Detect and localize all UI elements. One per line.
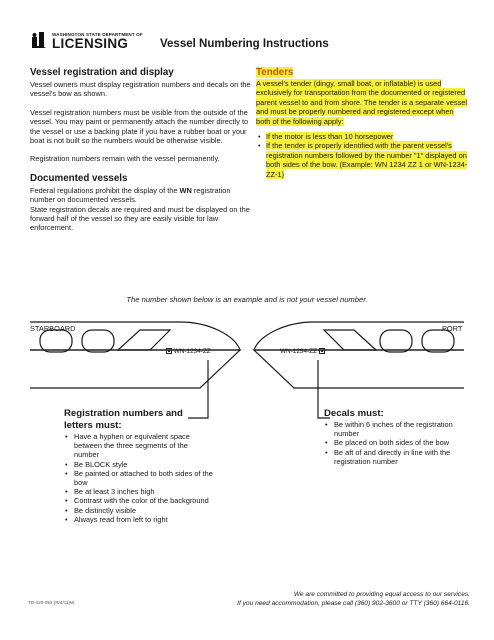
starboard-reg-number: WN-1234-ZZ bbox=[173, 348, 211, 355]
registration-paragraph-1: Vessel owners must display registration numbers and decals on the vessel's bow as shown. bbox=[30, 80, 251, 99]
list-item: • Be painted or attached to both sides of the bow bbox=[64, 469, 214, 487]
documented-text-c: registration number on documented vessels. bbox=[30, 185, 231, 205]
list-item: • Be distinctly visible bbox=[64, 506, 214, 515]
list-item: • Have a hyphen or equivalent space between the three segments of the number bbox=[64, 432, 214, 460]
list-item: • Be within 6 inches of the registration number bbox=[324, 420, 474, 438]
decal-rules-list bbox=[324, 420, 474, 466]
decal-rules-heading: Decals must: bbox=[324, 408, 384, 419]
list-item bbox=[256, 132, 468, 141]
tenders-heading-text: Tenders bbox=[256, 67, 294, 78]
port-window-1 bbox=[422, 330, 454, 352]
documented-paragraph-2: State registration decals are required and must be displayed on the forward half of the vessel so they are easily visible for law enforcement. bbox=[30, 204, 250, 233]
dol-logo bbox=[30, 30, 150, 52]
port-registration-tag bbox=[280, 348, 325, 355]
list-item: • Be at least 3 inches high bbox=[64, 487, 214, 496]
decal-icon bbox=[319, 348, 325, 354]
page-title: Vessel Numbering Instructions bbox=[160, 38, 329, 50]
accommodation-line-1: We are committed to providing equal access to our services. bbox=[293, 591, 470, 598]
decal-icon bbox=[166, 348, 172, 354]
list-item: • Be BLOCK style bbox=[64, 460, 214, 469]
starboard-windshield bbox=[118, 330, 170, 350]
list-item: • Contrast with the color of the background bbox=[64, 496, 214, 505]
documented-text-wn: WN bbox=[179, 185, 192, 195]
documented-text-a: Federal regulations prohibit the display of the bbox=[30, 185, 180, 195]
example-note: The number shown below is an example and is not your vessel number. bbox=[126, 295, 368, 304]
decal-rules bbox=[324, 408, 474, 466]
dol-logo-mark-icon bbox=[30, 30, 48, 50]
port-hull-lower bbox=[254, 350, 464, 388]
registration-paragraph-2: Vessel registration numbers must be visible from the outside of the vessel. You may paint or permanently attach the number directly to the vessel or use a backing plate if you have a rubber boat or your boat is not built so the numbers would be otherwise visible. bbox=[30, 107, 249, 146]
port-label: PORT bbox=[442, 324, 463, 333]
registration-rules-list bbox=[64, 432, 214, 524]
starboard-window-1 bbox=[40, 330, 72, 352]
documented-paragraph-1 bbox=[30, 186, 255, 205]
registration-rules-heading-2: letters must: bbox=[64, 420, 122, 431]
tenders-paragraph-text: A vessel's tender (dingy, small boat, or inflatable) is used exclusively for transportation from the documented or registered parent vessel to and from shore. The tender is a separate vessel and must be properly numbered and registered except when both of the following apply: bbox=[256, 79, 468, 126]
agency-small-text: WASHINGTON STATE DEPARTMENT OF bbox=[52, 32, 143, 37]
tenders-paragraph bbox=[256, 79, 468, 126]
registration-paragraph-3: Registration numbers remain with the vessel permanently. bbox=[30, 154, 220, 164]
starboard-window-2 bbox=[82, 330, 114, 352]
right-column bbox=[256, 67, 468, 179]
registration-heading: Vessel registration and display bbox=[30, 67, 174, 78]
port-hull bbox=[254, 322, 464, 350]
tenders-list bbox=[256, 132, 468, 179]
registration-rules bbox=[64, 408, 214, 524]
documented-heading: Documented vessels bbox=[30, 172, 128, 184]
tenders-bullet-1: If the motor is less than 10 horsepower bbox=[266, 132, 394, 142]
form-code: TD-420-092 (R/4/11)W bbox=[28, 600, 75, 605]
tenders-bullet-2: If the tender is properly identified with the parent vessel's registration numbers followed by the number "1" displayed on both sides of the bow. (Example: WN 1234 ZZ 1 or WN-1234-ZZ-1) bbox=[266, 141, 468, 179]
registration-rules-heading-1: Registration numbers and bbox=[64, 408, 183, 419]
list-item: • Always read from left to right bbox=[64, 515, 214, 524]
starboard-registration-tag bbox=[166, 348, 211, 355]
accommodation-line-2: If you need accommodation, please call (360) 902-3600 or TTY (360) 664-0116. bbox=[237, 600, 470, 607]
list-item: • Be aft of and directly in line with the registration number bbox=[324, 448, 474, 466]
list-item: • Be placed on both sides of the bow bbox=[324, 438, 474, 447]
port-windshield bbox=[324, 330, 376, 350]
port-window-2 bbox=[380, 330, 412, 352]
list-item bbox=[256, 141, 468, 179]
agency-big-text: LICENSING bbox=[52, 36, 129, 51]
starboard-label: STARBOARD bbox=[30, 324, 76, 333]
accommodation-notice bbox=[170, 590, 470, 608]
port-reg-number: WN-1234-ZZ bbox=[280, 348, 317, 355]
tenders-heading bbox=[256, 67, 468, 79]
left-column bbox=[30, 67, 255, 233]
